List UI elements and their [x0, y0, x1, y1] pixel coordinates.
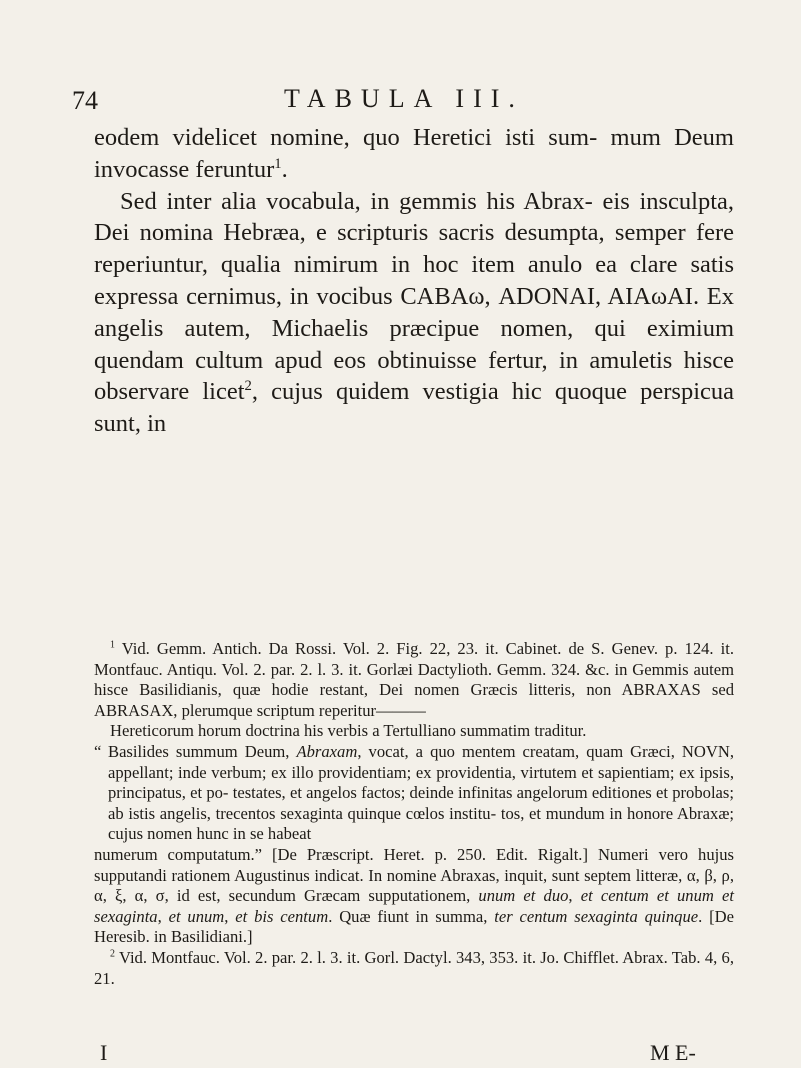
footnote-ref-1: 1	[274, 155, 282, 172]
footnote-1-conclusion: numerum computatum.” [De Præscript. Heret. p. 250. Edit. Rigalt.] Numeri vero hujus supputandi rationem Augustinus indicat. In nomine Abraxas, inquit, sunt septem litteræ, α, β, ρ, α, ξ, α, σ, id est, secundum Græcam supputationem, unum et duo, et centum et unum et sexaginta, et unum, et bis centum. Quæ fiunt in summa, ter centum sexaginta quinque. [De Heresib. in Basilidiani.]	[94, 844, 734, 947]
catchword: M E-	[650, 1040, 696, 1065]
text-line: eis insculpta, Dei nomina Hebræa, e scripturis	[94, 187, 735, 247]
footnote-ref-2: 2	[244, 378, 252, 395]
main-text-paragraph-2	[94, 186, 734, 440]
text-line: .	[281, 155, 288, 183]
text-line: qui eximium quendam cultum apud eos obtinuisse	[94, 314, 735, 374]
footnote-2: $^2$ Vid. Montfauc. Vol. 2. par. 2. l. 3. it. Gorl. Dactyl. 343, 353. it. Jo. Chifflet. Abrax. Tab. 4, 6, 21.	[94, 947, 734, 988]
text-line: Sed inter alia vocabula, in gemmis his Abrax-	[120, 187, 593, 215]
main-text	[94, 122, 734, 440]
footnotes	[94, 639, 734, 989]
text-line: nimirum in hoc item anulo ea clare satis expressa	[94, 251, 735, 310]
footnote-number-2: 2	[110, 948, 115, 960]
footnote-number-1: 1	[110, 639, 115, 651]
text-line: cernimus, in vocibus CABAω, ADONAI, AIAωAI.	[186, 282, 700, 310]
text-line: eodem videlicet nomine, quo Heretici isti sum-	[94, 124, 598, 151]
italic-abraxam: Abraxam	[296, 741, 358, 761]
text-line: fertur, in amuletis hisce observare licet	[94, 346, 735, 406]
footnote-1-continuation: Hereticorum horum doctrina his verbis a Tertulliano summatim traditur.	[110, 721, 587, 741]
footnote-1: $^1$ Vid. Gemm. Antich. Da Rossi. Vol. 2. Fig. 22, 23. it. Cabinet. de S. Genev. p. 124. it. Montfauc. Antiqu. Vol. 2. par. 2. l. 3. it. Gorlæi Dactylioth. Gemm. 324. &c. in Gemmis autem hisce Basilidianis, quæ hodie restant, Dei nomen Græcis litteris, non ABRAXAS sed ABRASAX, plerumque scriptum reperitur———	[94, 639, 734, 720]
page-header	[72, 84, 772, 118]
running-title: TABULA III.	[284, 84, 524, 113]
text-line: mum Deum invocasse feruntur	[94, 124, 734, 183]
text-line: quidem vestigia hic quoque perspicua sunt, in	[94, 378, 735, 438]
text-line: Ex angelis autem, Michaelis præcipue nomen,	[94, 282, 735, 342]
text-line: sacris desumpta, semper fere reperiuntur, qualia	[94, 219, 735, 279]
text-line: , cujus	[251, 378, 323, 406]
quote-mark: “	[94, 741, 102, 761]
signature-mark: I	[100, 1040, 108, 1065]
tertullian-quote: “ Basilides summum Deum, Abraxam, vocat, a quo mentem creatam, quam Græci, NOVN, appellant; inde verbum; ex illo providentiam; ex providentia, virtutem et sapientiam; ex ipsis, principatus, et po- testates, et angelos factos; deinde infinitas angelorum editiones et probolas; ab istis angelis, trecentos sexaginta quinque cœlos institu- tos, et mundum in honore Abraxæ; cujus nomen hunc in se habeat	[94, 741, 735, 844]
main-text-paragraph-1	[94, 122, 734, 186]
page-number: 74	[72, 86, 98, 115]
